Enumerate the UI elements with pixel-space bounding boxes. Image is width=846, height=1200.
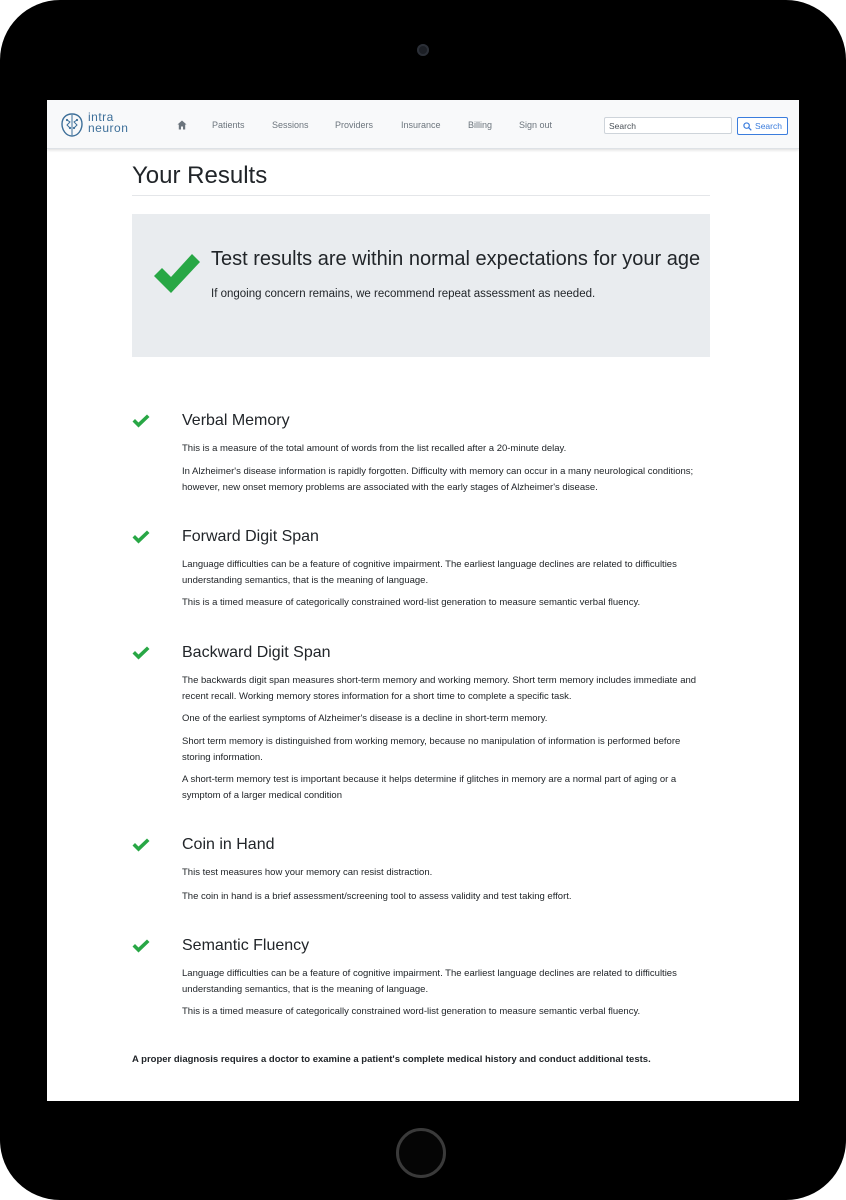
brain-logo-icon [60,112,84,138]
brand-line2: neuron [88,121,129,135]
search-button[interactable] [737,117,788,135]
result-summary-box [132,214,710,357]
section-paragraph: This is a measure of the total amount of words from the list recalled after a 20-minute delay. [182,443,567,454]
section-title: Semantic Fluency [182,937,310,954]
home-button[interactable] [396,1128,446,1178]
nav-patients[interactable]: Patients [212,120,245,130]
nav-sessions[interactable]: Sessions [272,120,309,130]
section-paragraph: One of the earliest symptoms of Alzheimer's disease is a decline in short-term memory. [182,713,548,724]
section-paragraph: The coin in hand is a brief assessment/screening tool to assess validity and test taking effort. [182,891,572,902]
result-heading: Test results are within normal expectations for your age [211,248,701,270]
check-icon [132,530,150,544]
section-title: Forward Digit Span [182,528,319,545]
brand-logo[interactable] [60,112,140,140]
section-title: Backward Digit Span [182,644,331,661]
nav-billing[interactable]: Billing [468,120,493,130]
check-icon [152,252,202,296]
check-icon [132,939,150,953]
brand-line1: intra [88,110,114,124]
title-divider [132,195,710,196]
search-button-label: Search [755,121,782,131]
section-paragraph: Language difficulties can be a feature of cognitive impairment. The earliest language declines are related to difficulties understanding semantics, that is the meaning of language. [182,559,677,586]
section-paragraph: Short term memory is distinguished from working memory, because no manipulation of information is performed before storing information. [182,736,681,763]
front-camera [417,44,429,56]
section-paragraph: This test measures how your memory can resist distraction. [182,867,433,878]
brand-name [88,112,128,134]
nav-insurance[interactable]: Insurance [401,120,441,130]
page-title: Your Results [132,162,268,189]
section-paragraph: Language difficulties can be a feature of cognitive impairment. The earliest language declines are related to difficulties understanding semantics, that is the meaning of language. [182,968,677,995]
section-paragraph: A short-term memory test is important because it helps determine if glitches in memory are a normal part of aging or a symptom of a larger medical condition [182,774,677,801]
search-icon [743,122,752,131]
section-paragraph: This is a timed measure of categorically constrained word-list generation to measure semantic verbal fluency. [182,597,641,608]
home-icon[interactable] [177,120,187,130]
result-subtext: If ongoing concern remains, we recommend repeat assessment as needed. [211,288,596,300]
nav-sign-out[interactable]: Sign out [519,120,553,130]
check-icon [132,838,150,852]
diagnosis-disclaimer: A proper diagnosis requires a doctor to examine a patient's complete medical history and conduct additional tests. [132,1054,651,1065]
navbar [47,100,799,149]
section-paragraph: In Alzheimer's disease information is rapidly forgotten. Difficulty with memory can occur in a many neurological conditions; however, new onset memory problems are associated with the early stages of Alzheimer's disease. [182,466,694,493]
section-title: Coin in Hand [182,836,275,853]
check-icon [132,414,150,428]
section-title: Verbal Memory [182,412,290,429]
search-input[interactable] [604,117,732,134]
check-icon [132,646,150,660]
nav-providers[interactable]: Providers [335,120,374,130]
screen [47,100,799,1101]
section-paragraph: The backwards digit span measures short-term memory and working memory. Short term memory includes immediate and recent recall. Working memory stores information for a short time to complete a specific task. [182,675,697,702]
section-paragraph: This is a timed measure of categorically constrained word-list generation to measure semantic verbal fluency. [182,1006,641,1017]
